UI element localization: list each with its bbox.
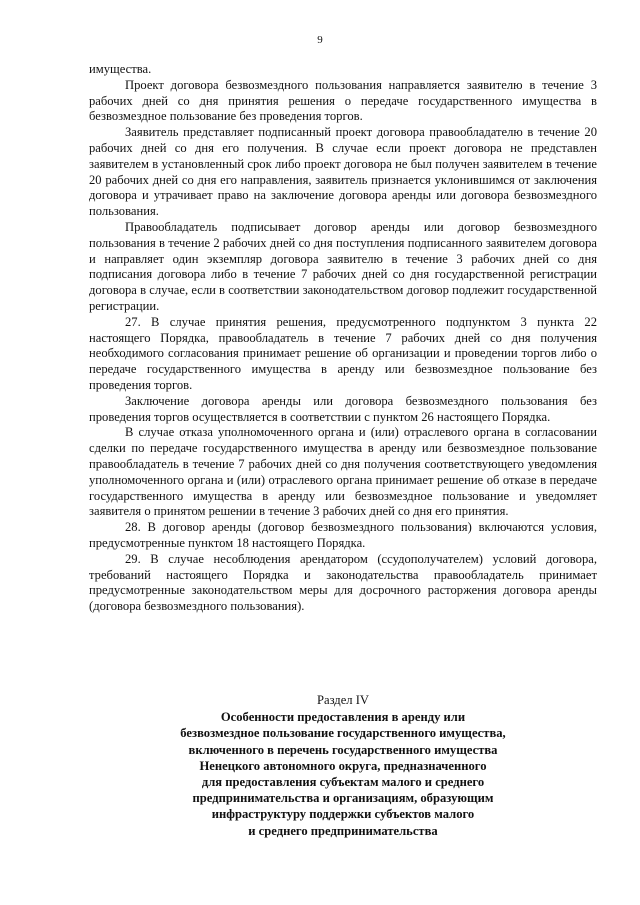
section-title-line: инфраструктуру поддержки субъектов малого (211, 807, 475, 822)
page-number: 9 (317, 34, 323, 46)
paragraph: Правообладатель подписывает договор аренды или договор безвозмездного пользования в течение 2 рабочих дней со дня поступления подписанного заявителем договора и направляет один экземпляр договора заявителю в течение 3 рабочих дней со дня подписания договора либо в течение 7 рабочих дней со дня государственной регистрации договора в случае, если в соответствии законодательством договор подлежит государственной регистрации. (89, 219, 597, 313)
section-title-line: и среднего предпринимательства (248, 823, 438, 838)
paragraph: В случае отказа уполномоченного органа и (или) отраслевого органа в согласовании сделки по передаче государственного имущества в аренду или безвозмездное пользование правообладатель в течение 7 рабочих дней со дня получения соответствующего уведомления уполномоченного органа и (или) отраслевого органа принимает решение об отказе в передаче государственного имущества в аренду или безвозмездное пользование и уведомляет заявителя о принятом решении в течение 3 рабочих дней со дня его принятия. (89, 425, 597, 519)
paragraph-item-28: 28. В договор аренды (договор безвозмездного пользования) включаются условия, предусмотренные пунктом 18 настоящего Порядка. (89, 520, 597, 550)
section-title-line: для предоставления субъектам малого и среднего (201, 775, 485, 790)
paragraph-continuation: имущества. (89, 62, 152, 76)
section-title-line: включенного в перечень государственного имущества (188, 742, 498, 757)
paragraph-item-29: 29. В случае несоблюдения арендатором (ссудополучателем) условий договора, требований настоящего Порядка и законодательства правообладатель принимает предусмотренные законодательством меры для досрочного расторжения договора аренды (договора безвозмездного пользования). (89, 551, 597, 614)
section-title-line: Ненецкого автономного округа, предназначенного (199, 758, 487, 773)
section-title-line: Особенности предоставления в аренду или (220, 710, 466, 725)
section-heading (89, 692, 597, 839)
paragraph-item-27: 27. В случае принятия решения, предусмотренного подпунктом 3 пункта 22 настоящего Порядка, правообладатель в течение 7 рабочих дней со дня получения необходимого согласования принимает решение об организации и проведении торгов либо о передаче государственного имущества в аренду или безвозмездное пользование без проведения торгов. (89, 314, 597, 392)
paragraph: Проект договора безвозмездного пользования направляется заявителю в течение 3 рабочих дней со дня принятия решения о передаче государственного имущества в безвозмездное пользование без проведения торгов. (89, 77, 597, 124)
section-title-line: безвозмездное пользование государственного имущества, (180, 726, 506, 741)
section-label: Раздел IV (316, 693, 370, 707)
section-title (89, 709, 597, 839)
paragraph: Заявитель представляет подписанный проект договора правообладателю в течение 20 рабочих дней со дня его получения. В случае если проект договора не представлен заявителем в установленный срок либо проект договора не был получен заявителем в течение 20 рабочих дней со дня его направления, заявитель признается уклонившимся от заключения договора и утрачивает право на заключение договора аренды или договора безвозмездного пользования. (89, 125, 597, 219)
section-title-line: предпринимательства и организациям, образующим (192, 791, 494, 806)
body-text (89, 62, 597, 615)
paragraph: Заключение договора аренды или договора безвозмездного пользования без проведения торгов осуществляется в соответствии с пунктом 26 настоящего Порядка. (89, 393, 597, 424)
